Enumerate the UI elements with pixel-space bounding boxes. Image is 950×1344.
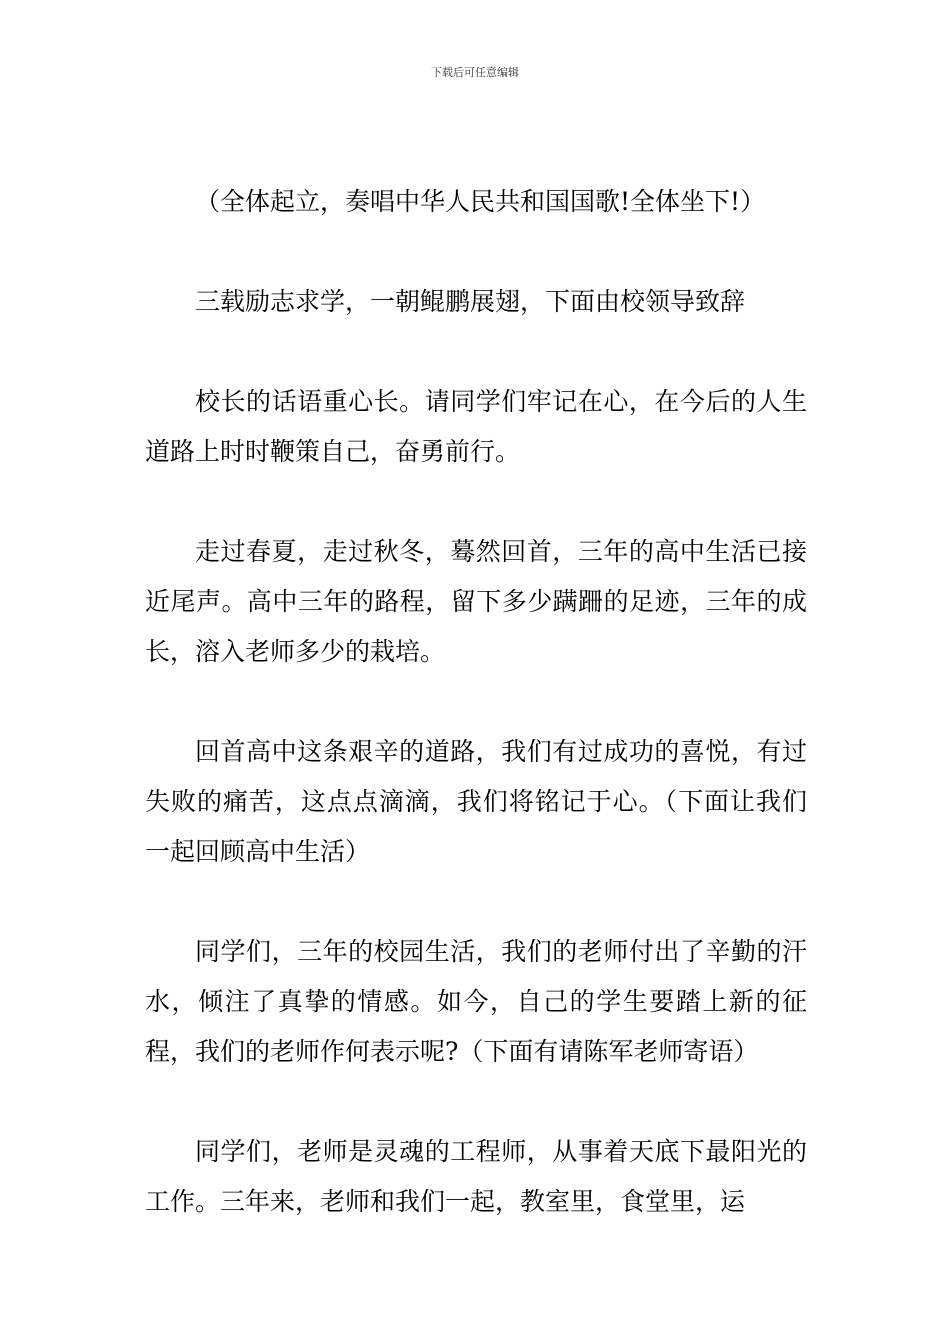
paragraph-teachers: 同学们，三年的校园生活，我们的老师付出了辛勤的汗水，倾注了真挚的情感。如今，自己的学生要踏上新的征程，我们的老师作何表示呢?（下面有请陈军老师寄语）: [145, 937, 807, 1066]
page-header: 下载后可任意编辑: [431, 66, 519, 79]
document-body: [145, 177, 807, 1277]
paragraph-anthem: （全体起立，奏唱中华人民共和国国歌!全体坐下!）: [195, 187, 766, 216]
paragraph-leader-speech: 三载励志求学，一朝鲲鹏展翅，下面由校领导致辞: [195, 287, 746, 316]
paragraph-three-years: 走过春夏，走过秋冬，蓦然回首，三年的高中生活已接近尾声。高中三年的路程，留下多少蹒跚的足迹，三年的成长，溶入老师多少的栽培。: [145, 537, 807, 666]
paragraph-engineers: 同学们，老师是灵魂的工程师，从事着天底下最阳光的工作。三年来，老师和我们一起，教室里，食堂里，运: [145, 1137, 807, 1216]
paragraph-principal: 校长的话语重心长。请同学们牢记在心，在今后的人生道路上时时鞭策自己，奋勇前行。: [145, 387, 807, 466]
paragraph-review: 回首高中这条艰辛的道路，我们有过成功的喜悦，有过失败的痛苦，这点点滴滴，我们将铭记于心。（下面让我们一起回顾高中生活）: [145, 737, 807, 866]
